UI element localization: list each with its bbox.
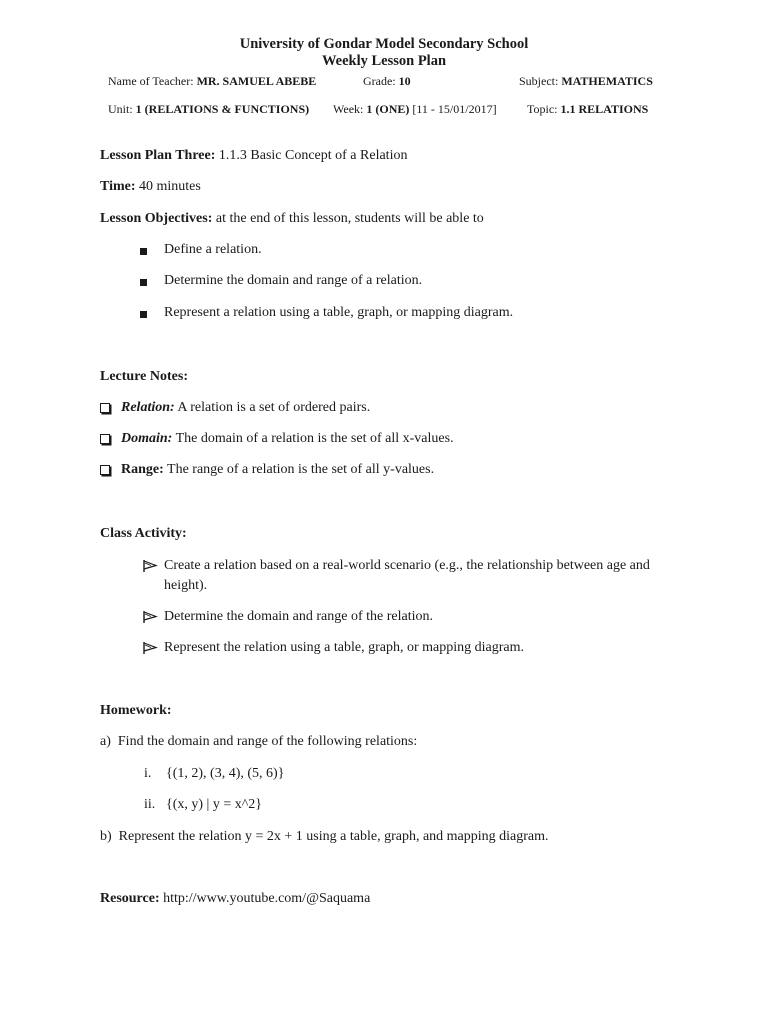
note-term: Range: — [121, 462, 164, 477]
checkbox-icon — [100, 434, 110, 444]
teacher-value: MR. SAMUEL ABEBE — [196, 74, 317, 88]
homework-b-marker: b) — [100, 829, 112, 844]
homework-b — [100, 829, 549, 845]
note-term: Domain: — [121, 431, 173, 446]
time-label: Time: — [100, 179, 136, 194]
teacher-field — [108, 74, 316, 89]
resource-line — [100, 891, 370, 907]
topic-label: Topic: — [527, 102, 558, 116]
school-title: University of Gondar Model Secondary School — [239, 36, 529, 52]
checkbox-icon — [100, 465, 110, 475]
unit-value: 1 (RELATIONS & FUNCTIONS) — [135, 102, 310, 116]
homework-a — [100, 734, 417, 750]
homework-a-text: Find the domain and range of the following relations: — [117, 734, 418, 749]
objectives-intro: at the end of this lesson, students will be able to — [215, 211, 484, 226]
homework-heading — [100, 703, 172, 719]
flag-icon — [142, 559, 158, 573]
activity-item: Represent the relation using a table, graph, or mapping diagram. — [164, 640, 525, 655]
subject-value: MATHEMATICS — [561, 74, 653, 88]
bullet-icon — [140, 248, 147, 255]
objective-item: Define a relation. — [164, 242, 262, 257]
lecture-notes-heading-text: Lecture Notes: — [100, 369, 188, 384]
lesson-plan-line — [100, 148, 407, 164]
sub-text: {(x, y) | y = x^2} — [166, 797, 263, 812]
note-text: The domain of a relation is the set of all x-values. — [175, 431, 454, 446]
week-dates: [11 - 15/01/2017] — [412, 102, 497, 116]
week-field — [333, 102, 497, 117]
time-line — [100, 179, 201, 195]
homework-heading-text: Homework: — [100, 703, 172, 718]
subject-label: Subject: — [519, 74, 559, 88]
note-term: Relation: — [121, 400, 175, 415]
resource-label: Resource: — [100, 891, 160, 906]
objectives-line — [100, 211, 484, 227]
sub-text: {(1, 2), (3, 4), (5, 6)} — [166, 766, 285, 781]
bullet-icon — [140, 311, 147, 318]
lecture-notes-heading — [100, 369, 188, 385]
note-range — [121, 462, 434, 478]
week-label: Week: — [333, 102, 364, 116]
topic-field — [527, 102, 648, 117]
note-text: A relation is a set of ordered pairs. — [177, 400, 371, 415]
activity-item: Create a relation based on a real-world scenario (e.g., the relationship between age and height). — [164, 558, 650, 593]
note-domain — [121, 431, 454, 447]
week-value: 1 (ONE) — [366, 102, 410, 116]
note-text: The range of a relation is the set of all y-values. — [167, 462, 435, 477]
bullet-icon — [140, 279, 147, 286]
sub-marker: ii. — [144, 797, 156, 812]
class-activity-heading — [100, 526, 187, 542]
objectives-label: Lesson Objectives: — [100, 211, 213, 226]
note-relation — [121, 400, 370, 416]
lesson-plan-label: Lesson Plan Three: — [100, 148, 216, 163]
resource-link[interactable]: http://www.youtube.com/@Saquama — [163, 891, 371, 906]
time-value: 40 minutes — [139, 179, 201, 194]
grade-field — [363, 74, 411, 89]
homework-a-marker: a) — [100, 734, 111, 749]
teacher-label: Name of Teacher: — [108, 74, 194, 88]
objective-item: Determine the domain and range of a relation. — [164, 273, 423, 288]
grade-value: 10 — [398, 74, 411, 88]
objective-item: Represent a relation using a table, graph, or mapping diagram. — [164, 305, 514, 320]
flag-icon — [142, 610, 158, 624]
checkbox-icon — [100, 403, 110, 413]
subject-field — [519, 74, 653, 89]
class-activity-heading-text: Class Activity: — [100, 526, 187, 541]
plan-title: Weekly Lesson Plan — [321, 53, 447, 69]
sub-marker: i. — [144, 766, 152, 781]
activity-item: Determine the domain and range of the relation. — [164, 609, 434, 624]
unit-label: Unit: — [108, 102, 133, 116]
flag-icon — [142, 641, 158, 655]
homework-b-text: Represent the relation y = 2x + 1 using a table, graph, and mapping diagram. — [118, 829, 549, 844]
topic-value: 1.1 RELATIONS — [560, 102, 649, 116]
grade-label: Grade: — [363, 74, 396, 88]
unit-field — [108, 102, 309, 117]
lesson-plan-value: 1.1.3 Basic Concept of a Relation — [218, 148, 408, 163]
